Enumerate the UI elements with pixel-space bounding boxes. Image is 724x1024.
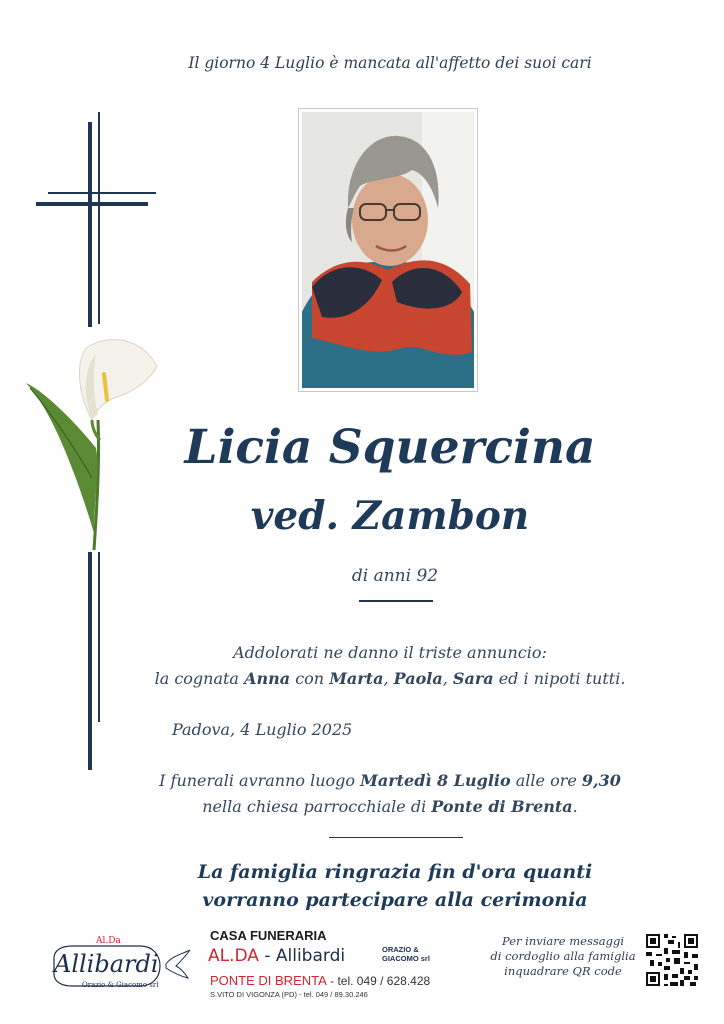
funeral-place: Ponte di Brenta — [431, 797, 573, 816]
agency-brand-rest: - Allibardi — [258, 946, 346, 966]
qr-code-icon[interactable] — [644, 932, 700, 988]
agency-owners-line1: ORAZIO & — [382, 945, 419, 954]
agency-brand-red: AL.DA — [208, 946, 259, 966]
calla-lily-icon — [22, 328, 167, 553]
agency-name — [208, 946, 345, 966]
place-date: Padova, 4 Luglio 2025 — [172, 720, 353, 739]
divider — [359, 600, 433, 602]
qr-message-line2: di cordoglio alla famiglia — [490, 949, 636, 963]
thanks-line1: La famiglia ringrazia fin d'ora quanti — [197, 861, 593, 883]
funeral-text: . — [572, 797, 578, 816]
family-name: Sara — [452, 669, 494, 688]
agency-owners — [382, 945, 430, 963]
funeral-line1 — [150, 768, 630, 794]
agency-heading: CASA FUNERARIA — [210, 928, 327, 943]
funeral-details — [150, 768, 630, 820]
family-name: Anna — [244, 669, 291, 688]
agency-logo-top: Al.Da — [96, 936, 121, 946]
agency-branch-phone: - tel. 049 / 628.428 — [326, 974, 431, 988]
agency-branch-name: PONTE DI BRENTA — [210, 973, 327, 988]
qr-message-line3: inquadrare QR code — [504, 964, 622, 978]
announcement-text: , — [442, 669, 453, 688]
agency-branch — [210, 973, 430, 988]
agency-owners-line2: GIACOMO srl — [382, 954, 430, 963]
deceased-age: di anni 92 — [351, 566, 439, 586]
announcement-text: la cognata — [154, 669, 245, 688]
announcement-text: ed i nipoti tutti. — [493, 669, 626, 688]
thanks-line2: vorranno partecipare alla cerimonia — [202, 889, 588, 911]
portrait-photo — [298, 108, 478, 392]
agency-branch2: S.VITO DI VIGONZA (PD) - tel. 049 / 89.30.246 — [210, 990, 368, 999]
funeral-text: I funerali avranno luogo — [159, 771, 361, 790]
deceased-name: Licia Squercina — [184, 420, 596, 475]
announcement-text: con — [290, 669, 330, 688]
funeral-text: nella chiesa parrocchiale di — [202, 797, 432, 816]
announcement-line1: Addolorati ne danno il triste annuncio: — [233, 643, 547, 662]
funeral-text: alle ore — [510, 771, 582, 790]
announcement — [150, 640, 630, 692]
thanks-message — [150, 858, 640, 914]
family-name: Paola — [393, 669, 443, 688]
deceased-widow-of: ved. Zambon — [250, 493, 530, 539]
funeral-time: 9,30 — [581, 771, 621, 790]
portrait-image — [302, 112, 474, 388]
agency-logo-name: Allibardi — [54, 950, 159, 978]
agency-logo-sub: Orazio & Giacomo srl — [82, 981, 159, 989]
announcement-text: , — [383, 669, 394, 688]
divider — [329, 837, 463, 838]
family-name: Marta — [329, 669, 384, 688]
announcement-line2 — [150, 666, 630, 692]
agency-logo — [48, 936, 193, 998]
funeral-day: Martedì 8 Luglio — [360, 771, 511, 790]
qr-message-line1: Per inviare messaggi — [501, 934, 625, 948]
intro-text: Il giorno 4 Luglio è mancata all'affetto dei suoi cari — [188, 54, 592, 72]
qr-message — [488, 934, 638, 979]
funeral-line2 — [150, 794, 630, 820]
